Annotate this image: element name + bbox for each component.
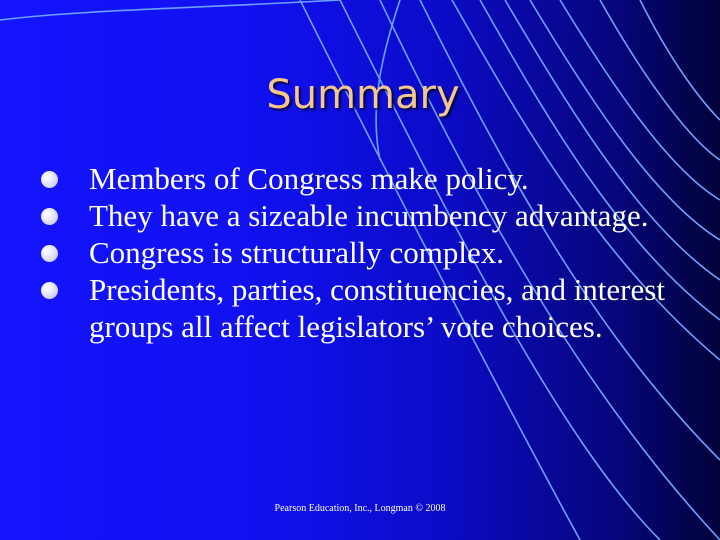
bullet-icon (41, 208, 58, 225)
slide-title: Summary (266, 72, 460, 118)
bullet-item (40, 197, 700, 234)
bullet-text: Congress is structurally complex. (89, 235, 504, 270)
bullet-text: Members of Congress make policy. (89, 161, 529, 196)
bullet-list (40, 160, 700, 345)
bullet-item (40, 271, 700, 345)
bullet-text: Presidents, parties, constituencies, and interest groups all affect legislators’ vote choices. (89, 272, 665, 344)
bullet-icon (41, 245, 58, 262)
bullet-item (40, 234, 700, 271)
bullet-icon (41, 282, 58, 299)
bullet-item (40, 160, 700, 197)
bullet-icon (41, 171, 58, 188)
bullet-text: They have a sizeable incumbency advantage. (89, 198, 649, 233)
footer-copyright: Pearson Education, Inc., Longman © 2008 (274, 503, 446, 514)
